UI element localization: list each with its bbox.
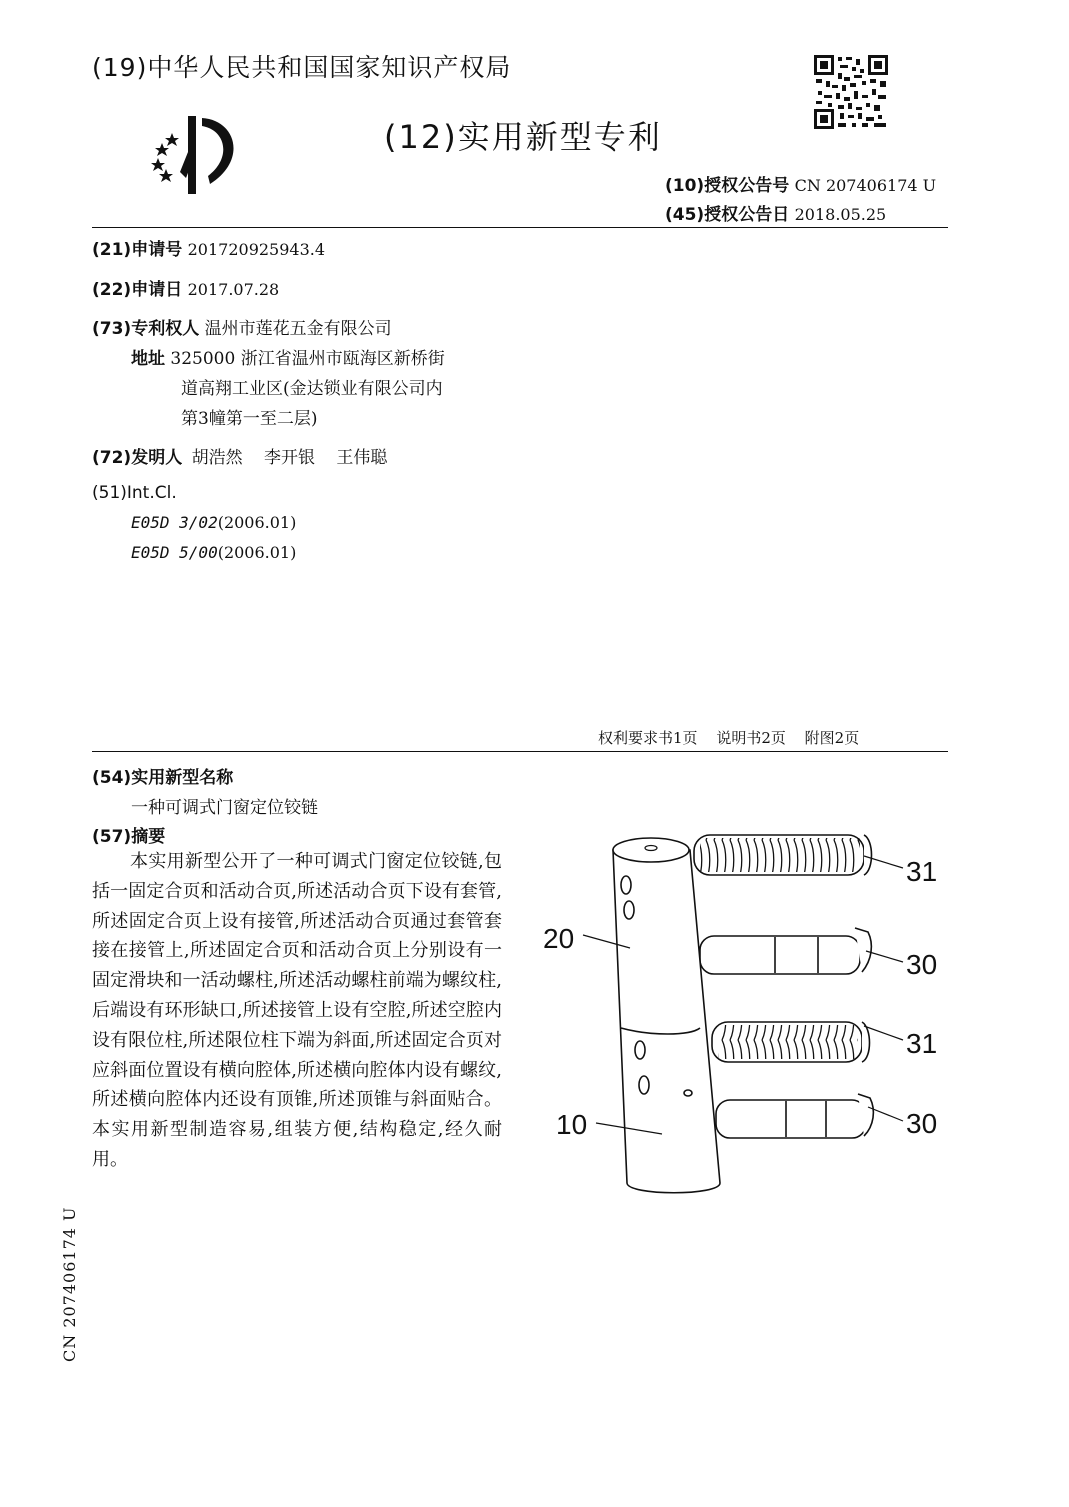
application-number-label: (21)申请号 bbox=[92, 240, 183, 260]
patentee-row bbox=[92, 314, 392, 339]
issuing-office: (19)中华人民共和国国家知识产权局 bbox=[92, 53, 512, 82]
ipc-code: E05D 5/00 bbox=[131, 543, 218, 562]
abstract-figure bbox=[530, 820, 960, 1210]
label-30-lower: 30 bbox=[906, 1108, 938, 1139]
application-date-value: 2017.07.28 bbox=[187, 280, 280, 299]
ipc-year: (2006.01) bbox=[217, 513, 297, 532]
application-number-row bbox=[92, 235, 325, 260]
utility-model-title: 一种可调式门窗定位铰链 bbox=[131, 798, 318, 818]
label-31-lower: 31 bbox=[906, 1028, 938, 1059]
publication-date-label: (45)授权公告日 bbox=[665, 205, 790, 225]
inventor-row bbox=[92, 443, 387, 468]
label-20: 20 bbox=[543, 923, 575, 954]
qr-code-icon bbox=[814, 55, 888, 129]
application-date-label: (22)申请日 bbox=[92, 280, 183, 300]
document-type-title: (12)实用新型专利 bbox=[384, 118, 662, 156]
inventor-name: 李开银 bbox=[264, 448, 316, 468]
publication-date-value: 2018.05.25 bbox=[794, 205, 887, 224]
inventor-label: (72)发明人 bbox=[92, 448, 183, 468]
ipc-label: (51)Int.Cl. bbox=[92, 483, 177, 503]
ipc-row-2 bbox=[131, 543, 296, 562]
abstract-label: (57)摘要 bbox=[92, 827, 166, 847]
description-pages: 说明书2页 bbox=[716, 729, 786, 747]
cnipa-emblem-icon bbox=[140, 112, 250, 194]
pages-summary bbox=[598, 727, 859, 748]
claims-pages: 权利要求书1页 bbox=[598, 729, 698, 747]
address-line-1: 325000 浙江省温州市瓯海区新桥街 bbox=[170, 349, 445, 369]
abstract-text: 本实用新型公开了一种可调式门窗定位铰链,包括一固定合页和活动合页,所述活动合页下设有套管,所述固定合页上设有接管,所述活动合页通过套管套接在接管上,所述固定合页和活动合页上分别设有一固定滑块和一活动螺柱,所述活动螺柱前端为螺纹柱,后端设有环形缺口,所述接管上设有空腔,所述空腔内设有限位柱,所述限位柱下端为斜面,所述固定合页对应斜面位置设有横向腔体,所述横向腔体内设有螺纹,所述横向腔体内还设有顶锥,所述顶锥与斜面贴合。本实用新型制造容易,组装方便,结构稳定,经久耐用。 bbox=[92, 851, 502, 1170]
label-30-upper: 30 bbox=[906, 949, 938, 980]
address-label: 地址 bbox=[131, 349, 165, 369]
ipc-code: E05D 3/02 bbox=[131, 513, 218, 532]
label-10: 10 bbox=[556, 1109, 588, 1140]
qr-code bbox=[814, 55, 888, 129]
utility-model-title-label: (54)实用新型名称 bbox=[92, 768, 234, 788]
summary-divider bbox=[92, 751, 948, 752]
ipc-year: (2006.01) bbox=[217, 543, 297, 562]
publication-date-row bbox=[665, 200, 886, 225]
inventor-name: 王伟聪 bbox=[336, 448, 388, 468]
hinge-drawing bbox=[530, 820, 960, 1210]
address-line-3: 第3幢第一至二层) bbox=[181, 409, 318, 429]
publication-number-row bbox=[665, 171, 936, 196]
side-publication-number: CN 207406174 U bbox=[60, 1206, 79, 1362]
application-date-row bbox=[92, 275, 279, 300]
label-31-upper: 31 bbox=[906, 856, 938, 887]
publication-number-value: CN 207406174 U bbox=[794, 176, 937, 195]
cnipa-logo bbox=[140, 112, 250, 194]
application-number-value: 201720925943.4 bbox=[187, 240, 326, 259]
ipc-row-1 bbox=[131, 513, 296, 532]
patentee-value: 温州市莲花五金有限公司 bbox=[204, 319, 392, 339]
address-row bbox=[131, 344, 445, 369]
patentee-label: (73)专利权人 bbox=[92, 319, 200, 339]
drawings-pages: 附图2页 bbox=[804, 729, 860, 747]
header-divider bbox=[92, 227, 948, 228]
address-line-2: 道高翔工业区(金达锁业有限公司内 bbox=[181, 379, 443, 399]
inventor-name: 胡浩然 bbox=[191, 448, 243, 468]
publication-number-label: (10)授权公告号 bbox=[665, 176, 790, 196]
